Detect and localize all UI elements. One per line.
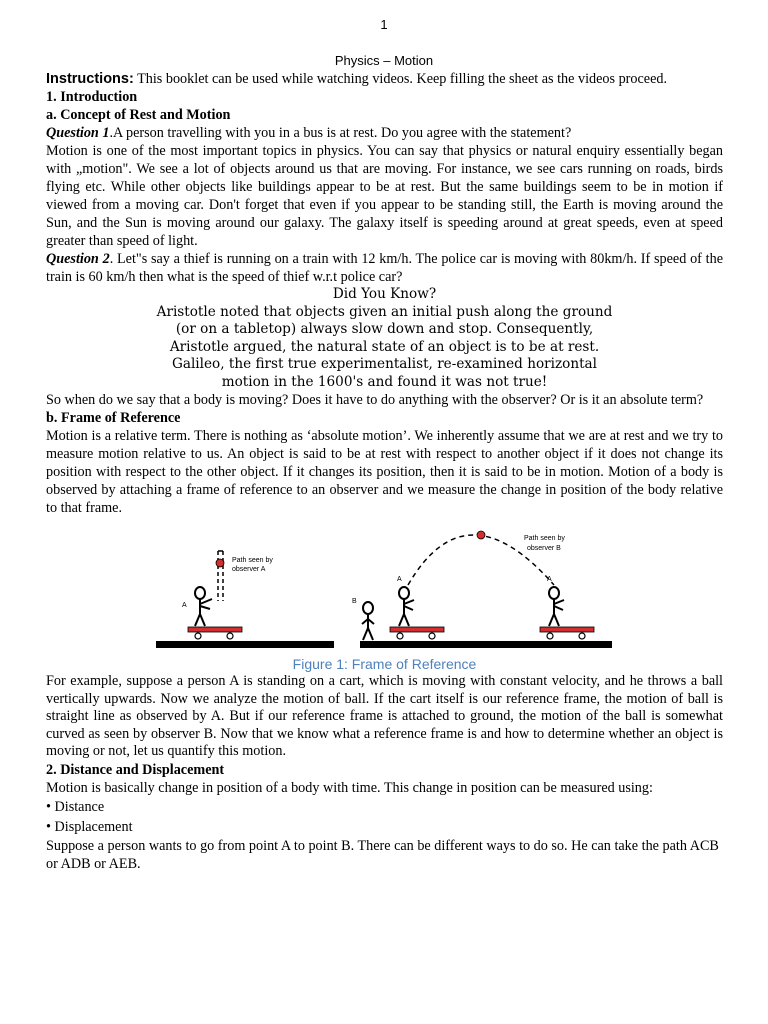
bullet-item: • Distance	[46, 798, 105, 815]
paragraph-path: Suppose a person wants to go from point A to point B. There can be different ways to do so. He can take the path ACB or ADB or AEB.	[46, 837, 719, 872]
did-you-know-line: Aristotle argued, the natural state of an object is to be at rest.	[169, 338, 600, 355]
path-b-label-line1: Path seen by	[524, 535, 565, 542]
section-frame-reference-heading: b. Frame of Reference	[46, 410, 181, 426]
instructions-label: Instructions:	[46, 71, 134, 87]
page-number: 1	[380, 17, 388, 32]
person-a-left	[195, 587, 212, 626]
label-b: B	[352, 598, 357, 605]
ground-right	[360, 641, 612, 648]
label-a-middle: A	[397, 576, 402, 583]
did-you-know-line: (or on a tabletop) always slow down and stop. Consequently,	[175, 321, 594, 337]
vertical-path	[218, 551, 223, 601]
paragraph-example: For example, suppose a person A is standing on a cart, which is moving with constant velocity, and he throws a ball vertically upwards. Now we analyze the motion of ball. If the cart itself is our reference frame, the motion of ball is straight line as observed by A. But if our reference frame is attached to ground, the motion of the ball is somewhat curved as seen by observer B. Now that we know what a reference frame is and how to determine whether an object is moving or not, let us quantify this motion.	[46, 673, 723, 760]
question-2-text: . Let"s say a thief is running on a train with 12 km/h. The police car is moving with 80km/h. If speed of the train is 60 km/h then what is the speed of thief w.r.t police car?	[46, 251, 723, 285]
path-b-label-line2: observer B	[527, 545, 561, 552]
did-you-know-title: Did You Know?	[332, 286, 437, 302]
did-you-know-box	[46, 286, 723, 391]
cart-wheel	[429, 633, 435, 639]
paragraph-distance: Motion is basically change in position of a body with time. This change in position can be measured using:	[46, 779, 653, 796]
frame-reference-illustration	[150, 523, 620, 651]
path-a-label-line1: Path seen by	[232, 557, 273, 564]
ball-icon	[477, 531, 485, 539]
question-1	[46, 124, 723, 142]
question-2-label: Question 2	[46, 251, 110, 267]
label-a-right: A	[547, 576, 552, 583]
bullet-distance: Distance	[54, 798, 105, 815]
cart-middle	[390, 627, 444, 632]
did-you-know-line: Aristotle noted that objects given an initial push along the ground	[156, 303, 613, 320]
curved-path	[408, 535, 554, 585]
ground-left	[156, 641, 334, 648]
paragraph-frame-reference: Motion is a relative term. There is nothing as ‘absolute motion’. We inherently assume that we are at rest and we try to measure motion relative to us. An object is said to be at rest with respect to another object if it does not change its position with respect to the other object. If it changes its position, then it is said to be in motion. Motion of a body is observed by attaching a frame of reference to an observer and we measure the change in position of the body relative to that frame.	[46, 428, 723, 516]
did-you-know-line: Galileo, the first true experimentalist, re-examined horizontal	[171, 356, 598, 372]
instructions-line	[46, 70, 723, 88]
section-rest-motion-heading: a. Concept of Rest and Motion	[46, 107, 231, 123]
label-a-left: A	[182, 602, 187, 609]
question-1-text: .A person travelling with you in a bus is at rest. Do you agree with the statement?	[109, 125, 572, 141]
document-body	[46, 70, 723, 873]
cart-left	[188, 627, 242, 632]
question-2	[46, 250, 723, 286]
section-distance-heading: 2. Distance and Displacement	[46, 761, 225, 778]
person-a-right	[549, 587, 564, 626]
cart-wheel	[397, 633, 403, 639]
figure-caption: Figure 1: Frame of Reference	[292, 656, 477, 672]
ball-icon	[216, 559, 224, 567]
bullet-item: • Displacement	[46, 818, 133, 835]
section-introduction-heading: 1. Introduction	[46, 89, 138, 105]
bullet-displacement: Displacement	[54, 818, 133, 835]
cart-wheel	[579, 633, 585, 639]
cart-wheel	[195, 633, 201, 639]
document-title: Physics – Motion	[334, 53, 434, 68]
instructions-text: This booklet can be used while watching videos. Keep filling the sheet as the videos proceed.	[133, 71, 668, 87]
paragraph-motion-intro: Motion is one of the most important topics in physics. You can say that physics or natural enquiry essentially began with „motion". We see a lot of objects around us that are moving. For instance, we see cars running on roads, birds flying etc. While other objects like buildings appear to be at rest. But the same buildings seem to be in motion if viewed from a moving car. Don't forget that even if you appear to be standing still, the Earth is moving around the Sun, and the Sun is moving around our galaxy. The galaxy itself is speeding around at great speeds, even at speed greater than speed of light.	[46, 143, 723, 249]
did-you-know-line: motion in the 1600's and found it was not true!	[221, 373, 548, 390]
observer-b	[362, 602, 374, 640]
cart-wheel	[227, 633, 233, 639]
cart-wheel	[547, 633, 553, 639]
person-a-middle	[399, 587, 414, 626]
cart-right	[540, 627, 594, 632]
question-1-label: Question 1	[46, 125, 110, 141]
paragraph-observer-question: So when do we say that a body is moving? Does it have to do anything with the observer? Or is it an absolute term?	[46, 392, 704, 408]
path-a-label-line2: observer A	[232, 566, 266, 573]
figure-frame-of-reference	[46, 523, 723, 673]
